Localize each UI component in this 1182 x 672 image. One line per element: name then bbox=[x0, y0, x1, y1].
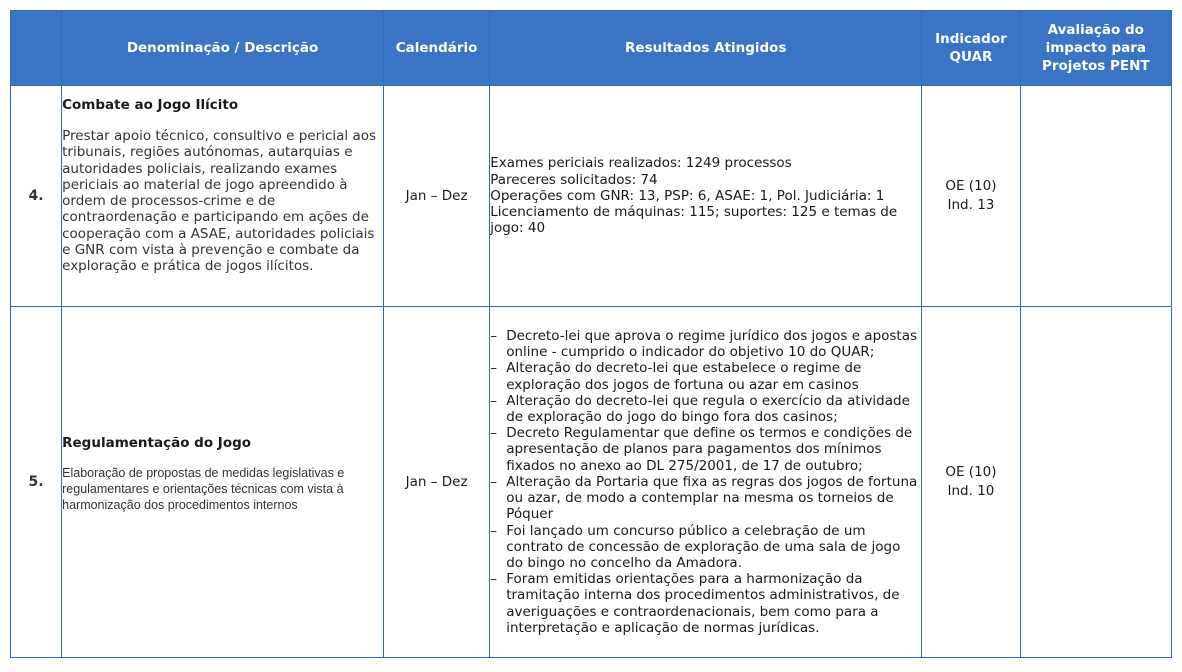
header-description: Denominação / Descrição bbox=[62, 11, 384, 86]
result-line: Licenciamento de máquinas: 115; suportes: 125 e temas de jogo: 40 bbox=[490, 204, 898, 237]
indicator-line1: OE (10) bbox=[945, 178, 997, 194]
header-assessment-line1: Avaliação do bbox=[1047, 22, 1144, 38]
results-list bbox=[490, 328, 921, 636]
row-calendar: Jan – Dez bbox=[383, 307, 489, 658]
list-item: – Decreto-lei que aprova o regime jurídico dos jogos e apostas online - cumprido o indicador do objetivo 10 do QUAR; bbox=[490, 328, 921, 360]
list-item: – Foi lançado um concurso público a celebração de um contrato de concessão de exploração de uma sala de jogo do bingo no concelho da Amadora. bbox=[490, 523, 921, 572]
row-indicator bbox=[922, 307, 1020, 658]
list-item: – Alteração da Portaria que fixa as regras dos jogos de fortuna ou azar, de modo a contemplar na mesma os torneios de Póquer bbox=[490, 474, 921, 523]
header-row bbox=[11, 11, 1172, 86]
result-line: Operações com GNR: 13, PSP: 6, ASAE: 1, Pol. Judiciária: 1 bbox=[490, 187, 885, 204]
row-calendar: Jan – Dez bbox=[383, 86, 489, 307]
row-number: 4. bbox=[11, 86, 62, 307]
header-assessment-line3: Projetos PENT bbox=[1041, 58, 1150, 74]
row-number: 5. bbox=[11, 307, 62, 658]
row-indicator bbox=[922, 86, 1020, 307]
row-title: Regulamentação do Jogo bbox=[62, 435, 252, 451]
row-results bbox=[490, 307, 922, 658]
header-results: Resultados Atingidos bbox=[490, 11, 922, 86]
row-title: Combate ao Jogo Ilícito bbox=[62, 97, 239, 113]
result-line: Pareceres solicitados: 74 bbox=[490, 171, 658, 188]
table-row bbox=[11, 307, 1172, 658]
list-item: – Foram emitidas orientações para a harmonização da tramitação interna dos procedimentos administrativos, de averiguações e contraordenacionais, bem como para a interpretação e aplicação de normas jurídicas. bbox=[490, 571, 921, 636]
row-description: Elaboração de propostas de medidas legislativas e regulamentares e orientações técnicas com vista à harmonização dos procedimentos internos bbox=[62, 466, 345, 513]
row-assessment bbox=[1020, 86, 1171, 307]
row-description: Prestar apoio técnico, consultivo e pericial aos tribunais, regiões autónomas, autarquias e autoridades policiais, realizando exames periciais ao material de jogo apreendido à ordem de processos-crime e de contraordenação e participando em ações de cooperação com a ASAE, autoridades policiais e GNR com vista à prevenção e combate da exploração e prática de jogos ilícitos. bbox=[62, 128, 377, 275]
header-assessment bbox=[1020, 11, 1171, 86]
list-item: – Decreto Regulamentar que define os termos e condições de apresentação de planos para pagamentos dos mínimos fixados no anexo ao DL 275/2001, de 17 de outubro; bbox=[490, 425, 921, 474]
header-calendar: Calendário bbox=[383, 11, 489, 86]
list-item: – Alteração do decreto-lei que estabelece o regime de exploração dos jogos de fortuna ou azar em casinos bbox=[490, 360, 921, 392]
activities-table bbox=[10, 10, 1172, 658]
header-indicator-line1: Indicador bbox=[935, 31, 1007, 47]
table-row bbox=[11, 86, 1172, 307]
header-number bbox=[11, 11, 62, 86]
row-results bbox=[490, 86, 922, 307]
row-description-cell bbox=[62, 307, 384, 658]
row-description-cell bbox=[62, 86, 384, 307]
indicator-line2: Ind. 10 bbox=[947, 483, 995, 499]
result-line: Exames periciais realizados: 1249 processos bbox=[490, 155, 792, 172]
header-assessment-line2: impacto para bbox=[1045, 40, 1147, 56]
list-item: – Alteração do decreto-lei que regula o exercício da atividade de exploração do jogo do bingo fora dos casinos; bbox=[490, 393, 921, 425]
header-indicator bbox=[922, 11, 1020, 86]
indicator-line1: OE (10) bbox=[945, 464, 997, 480]
header-indicator-line2: QUAR bbox=[949, 49, 993, 65]
indicator-line2: Ind. 13 bbox=[947, 197, 995, 213]
row-assessment bbox=[1020, 307, 1171, 658]
